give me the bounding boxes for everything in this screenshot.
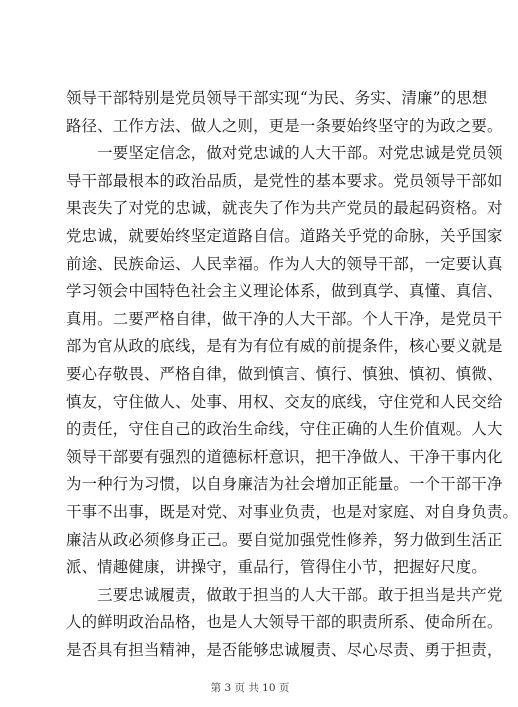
text-line: 导干部最根本的政治品质，是党性的基本要求。党员领导干部如 [66, 171, 503, 190]
text-line: 领导干部特别是党员领导干部实现“为民、务实、清廉”的思想 [66, 89, 488, 107]
text-line: 部为官从政的底线，是有为有位有威的前提条件，核心要义就是 [66, 337, 503, 356]
text-line: 要心存敬畏、严格自律，做到慎言、慎行、慎独、慎初、慎微、 [66, 364, 503, 383]
text-line: 学习领会中国特色社会主义理论体系，做到真学、真懂、真信、 [66, 282, 503, 301]
page-number-footer: 第 3 页 共 10 页 [210, 682, 290, 694]
document-body [66, 85, 518, 664]
text-line: 的责任，守住自己的政治生命线，守住正确的人生价值观。人大 [66, 420, 503, 439]
text-line: 是否具有担当精神，是否能够忠诚履责、尽心尽责、勇于担责， [66, 640, 503, 659]
text-line: 党忠诚，就要始终坚定道路自信。道路关乎党的命脉，关乎国家 [66, 226, 503, 245]
text-line: 前途、民族命运、人民幸福。作为人大的领导干部，一定要认真 [66, 254, 503, 273]
text-line: 三要忠诚履责，做敢于担当的人大干部。敢于担当是共产党 [66, 585, 503, 604]
text-line: 廉洁从政必须修身正己。要自觉加强党性修养，努力做到生活正 [66, 530, 503, 549]
text-line: 领导干部要有强烈的道德标杆意识，把干净做人、干净干事内化 [66, 447, 503, 466]
text-line: 真用。二要严格自律，做干净的人大干部。个人干净，是党员干 [66, 309, 503, 328]
text-line: 人的鲜明政治品格，也是人大领导干部的职责所系、使命所在。 [66, 613, 503, 632]
text-line: 路径、工作方法、做人之则，更是一条要始终坚守的为政之要。 [66, 116, 503, 135]
text-line: 一要坚定信念，做对党忠诚的人大干部。对党忠诚是党员领 [66, 144, 503, 163]
text-line: 派、情趣健康，讲操守，重品行，管得住小节，把握好尺度。 [66, 558, 487, 577]
text-line: 果丧失了对党的忠诚，就丧失了作为共产党员的最起码资格。对 [66, 199, 503, 218]
text-line: 慎友，守住做人、处事、用权、交友的底线，守住党和人民交给 [66, 392, 503, 411]
text-line: 干事不出事，既是对党、对事业负责，也是对家庭、对自身负责。 [66, 502, 518, 521]
text-line: 为一种行为习惯，以自身廉洁为社会增加正能量。一个干部干净 [66, 475, 503, 494]
